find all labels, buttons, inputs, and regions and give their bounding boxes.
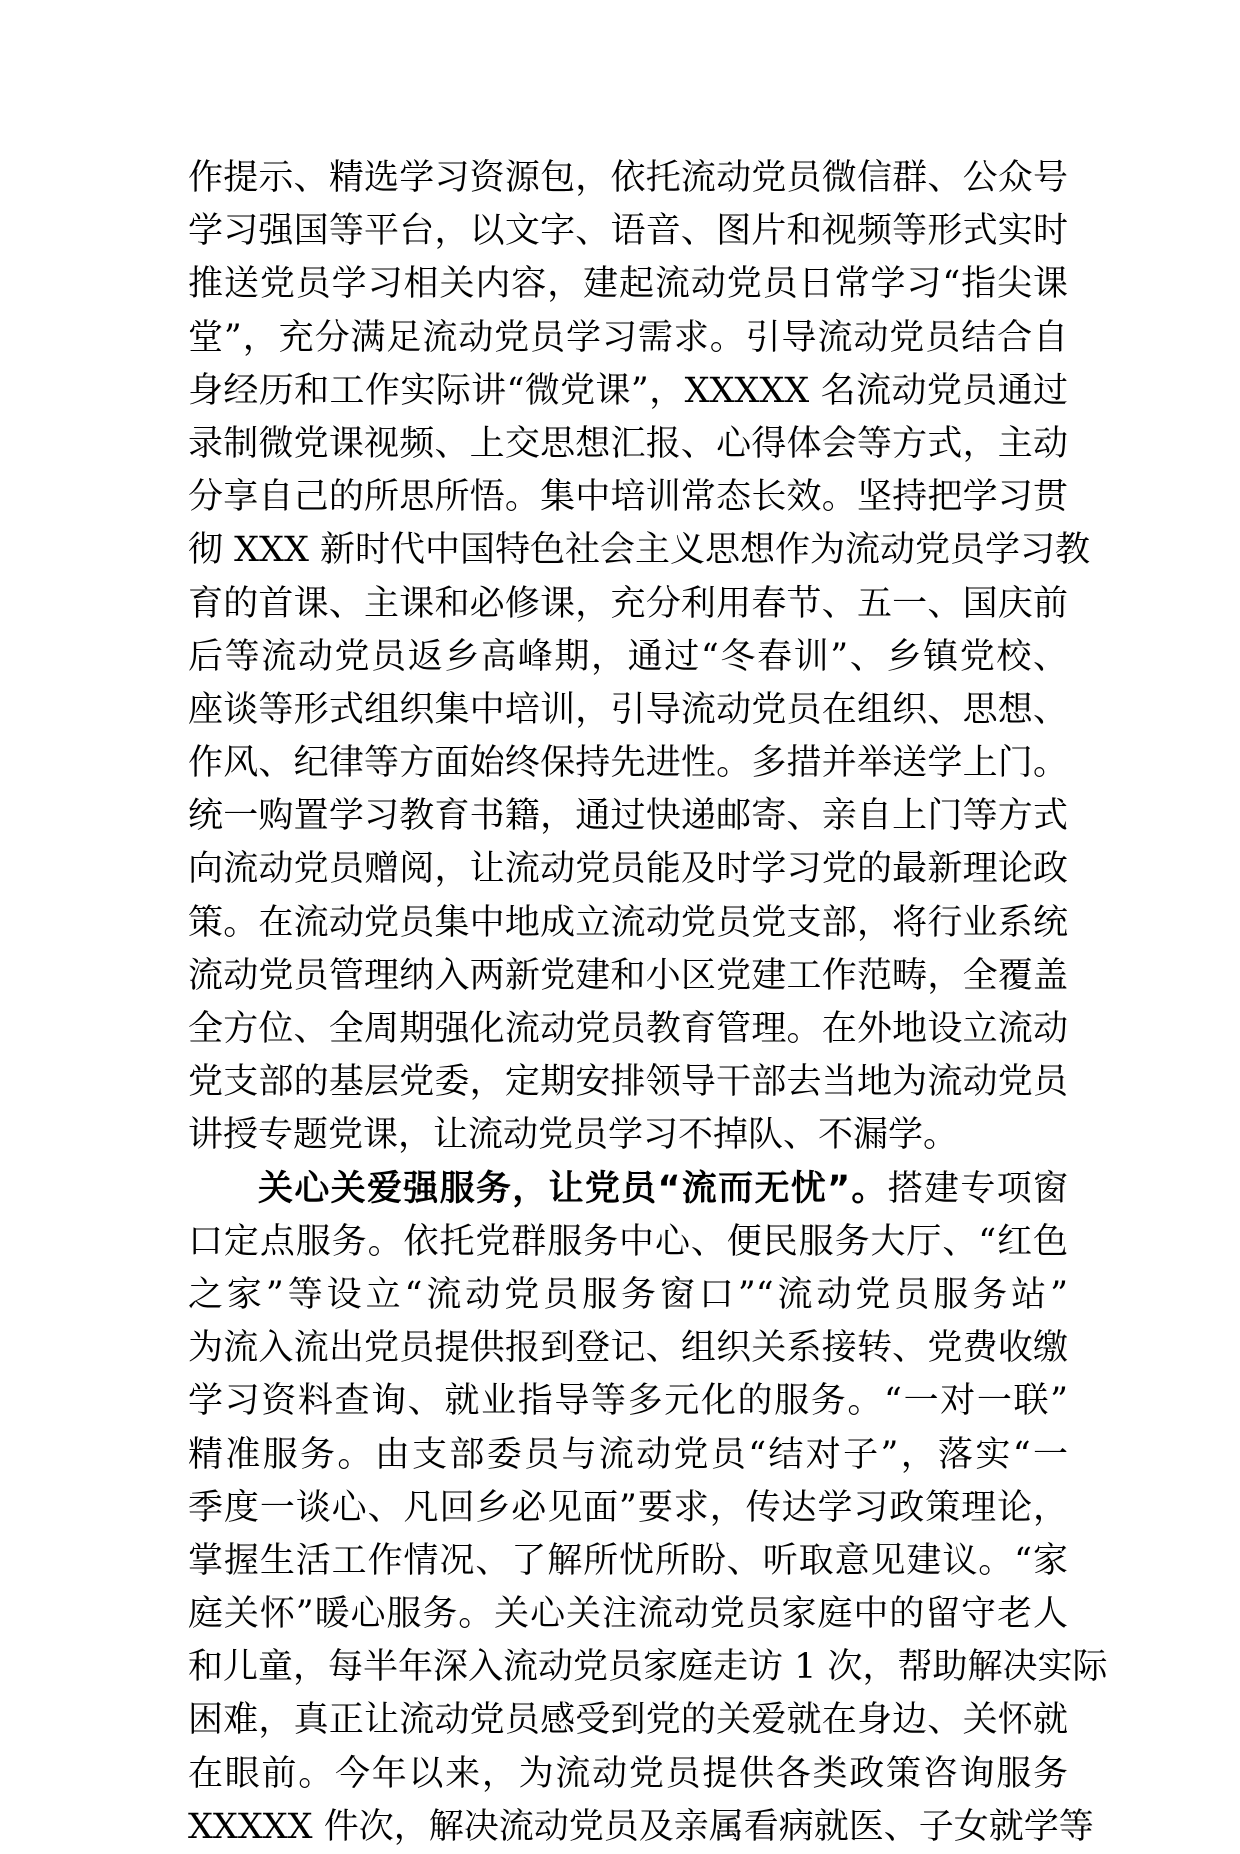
text-line: 庭关怀”暖心服务。关心关注流动党员家庭中的留守老人	[188, 1594, 1068, 1635]
paragraph-learning	[188, 152, 1091, 1163]
text-line: 育的首课、主课和必修课，充分利用春节、五一、国庆前	[188, 583, 1068, 624]
text-line: 口定点服务。依托党群服务中心、便民服务大厅、“红色	[188, 1221, 1068, 1262]
text-line: 和儿童，每半年深入流动党员家庭走访 1 次，帮助解决实际	[188, 1647, 1108, 1688]
text-line: 推送党员学习相关内容，建起流动党员日常学习“指尖课	[188, 264, 1068, 305]
text-line: 作风、纪律等方面始终保持先进性。多措并举送学上门。	[188, 743, 1068, 784]
text-line: 困难，真正让流动党员感受到党的关爱就在身边、关怀就	[188, 1700, 1068, 1741]
paragraph-service-heading: 关心关爱强服务，让党员“流而无忧”。	[258, 1168, 888, 1209]
body-text	[188, 152, 1108, 1854]
paragraph-service	[188, 1163, 1108, 1854]
text-line: 学习强国等平台，以文字、语音、图片和视频等形式实时	[188, 211, 1068, 252]
text-line: 分享自己的所思所悟。集中培训常态长效。坚持把学习贯	[188, 477, 1068, 518]
text-line: 统一购置学习教育书籍，通过快递邮寄、亲自上门等方式	[188, 796, 1068, 837]
text-line: 彻 XXX 新时代中国特色社会主义思想作为流动党员学习教	[188, 530, 1091, 571]
text-line: 精准服务。由支部委员与流动党员“结对子”，落实“一	[188, 1434, 1068, 1475]
text-line: 党支部的基层党委，定期安排领导干部去当地为流动党员	[188, 1062, 1068, 1103]
text-line: 在眼前。今年以来，为流动党员提供各类政策咨询服务	[188, 1753, 1068, 1794]
text-line: 掌握生活工作情况、了解所忧所盼、听取意见建议。“家	[188, 1540, 1068, 1581]
text-line: 作提示、精选学习资源包，依托流动党员微信群、公众号	[188, 158, 1068, 198]
text-line: 全方位、全周期强化流动党员教育管理。在外地设立流动	[188, 1009, 1068, 1049]
text-line: 之家”等设立“流动党员服务窗口”“流动党员服务站”	[188, 1274, 1068, 1315]
text-line: 流动党员管理纳入两新党建和小区党建工作范畴，全覆盖	[188, 955, 1068, 996]
text-line: 后等流动党员返乡高峰期，通过“冬春训”、乡镇党校、	[188, 636, 1068, 677]
text-line: XXXXX 件次，解决流动党员及亲属看病就医、子女就学等	[188, 1806, 1094, 1847]
text-line: 讲授专题党课，让流动党员学习不掉队、不漏学。	[188, 1115, 959, 1156]
text-line: 录制微党课视频、上交思想汇报、心得体会等方式，主动	[188, 423, 1068, 464]
text-line: 季度一谈心、凡回乡必见面”要求，传达学习政策理论，	[188, 1487, 1068, 1528]
paragraph-service-first-line	[188, 1163, 1068, 1216]
text-line: 座谈等形式组织集中培训，引导流动党员在组织、思想、	[188, 689, 1068, 730]
text-line: 堂”，充分满足流动党员学习需求。引导流动党员结合自	[188, 317, 1068, 358]
text-line: 学习资料查询、就业指导等多元化的服务。“一对一联”	[188, 1381, 1068, 1422]
paragraph-service-first-line-rest: 搭建专项窗	[887, 1168, 1068, 1209]
text-line: 策。在流动党员集中地成立流动党员党支部，将行业系统	[188, 902, 1068, 943]
text-line: 身经历和工作实际讲“微党课”，XXXXX 名流动党员通过	[188, 370, 1068, 411]
text-line: 向流动党员赠阅，让流动党员能及时学习党的最新理论政	[188, 849, 1068, 890]
text-line: 为流入流出党员提供报到登记、组织关系接转、党费收缴	[188, 1328, 1068, 1369]
